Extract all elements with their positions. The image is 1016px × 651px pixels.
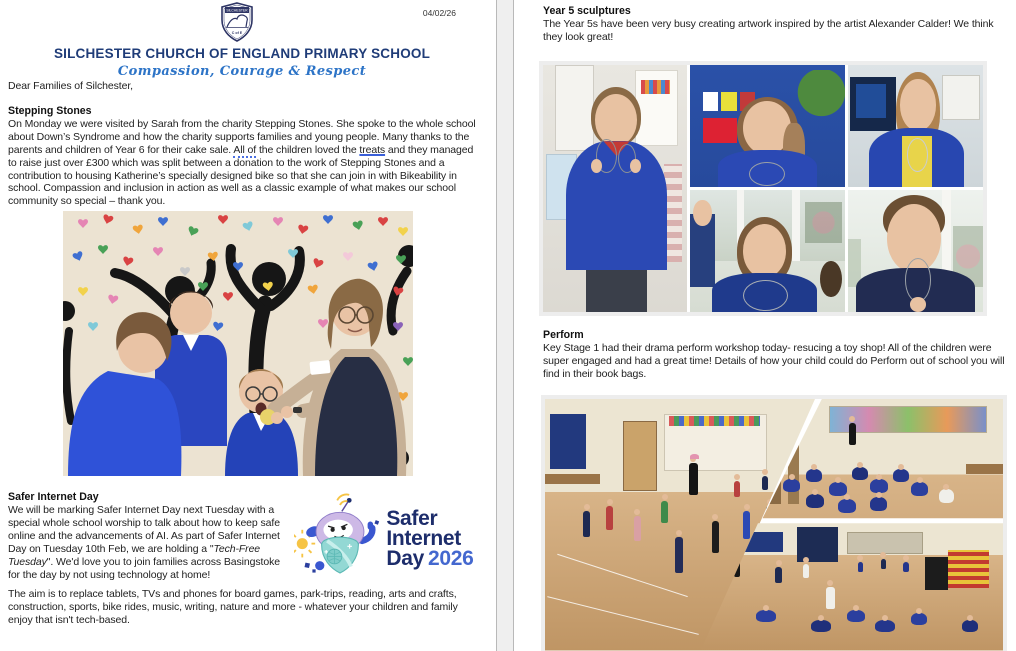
perform-heading: Perform (543, 328, 584, 341)
tech-free-tuesday-phrase: Tech-Free Tuesday (8, 542, 261, 568)
underlined-word: treats (359, 143, 386, 156)
collage-photo (848, 65, 983, 187)
page-1 (0, 0, 497, 651)
newsletter-date: 04/02/26 (422, 8, 456, 18)
collage-photo (690, 65, 844, 187)
year5-paragraph: The Year 5s have been very busy creating artwork inspired by the artist Alexander Calder! We think they look great! (543, 18, 994, 43)
tech-free-aim-paragraph: The aim is to replace tablets, TVs and phones for board games, park-trips, reading, arts and crafts, construction, sports, bike rides, music, writing, nature and more - whatever your children and family enjoy that isn't tech-based. (8, 588, 458, 627)
crest-cofe-label: C of E (231, 31, 243, 35)
greeting: Dear Families of Silchester, (8, 80, 133, 92)
text-segment: We will be marking Safer Internet Day next Tuesday with a special whole school worship to talk about how to keep safe online and the advancements of AI. As part of Safer Internet Day on Tuesday 10th Feb, we are holding a " (8, 504, 280, 555)
safer-internet-day-logo (294, 491, 476, 587)
text-segment: On Monday we were visited by Sarah from the charity Stepping Stones. She spoke to the whole school about Down’s Syndrome and how the charity supports families and young people. Many thanks to the parents and children of Year 6 for their cake sale. (8, 117, 476, 156)
sid-year: 2026 (427, 547, 474, 571)
safer-internet-day-heading: Safer Internet Day (8, 491, 99, 504)
page-title: SILCHESTER CHURCH OF ENGLAND PRIMARY SCHOOL (53, 46, 431, 61)
stepping-stones-photo (63, 211, 413, 476)
page-1-header (8, 0, 476, 44)
page-gutter (497, 0, 514, 651)
text-segment: the children loved the (256, 143, 360, 156)
school-motto: Compassion, Courage & Respect (117, 64, 367, 79)
stepping-stones-heading: Stepping Stones (8, 104, 92, 117)
collage-photo (848, 190, 983, 312)
crest-school-name: SILCHESTER (226, 8, 248, 13)
text-segment: ". We'd love you to join families across Basingstoke for the day by not using technology at home! (8, 555, 280, 581)
sid-word-safer: Safer (386, 507, 438, 531)
page-2 (514, 0, 1016, 651)
year5-heading: Year 5 sculptures (543, 5, 631, 17)
collage-photo (690, 190, 844, 312)
stepping-stones-paragraph (8, 118, 476, 208)
collage-photo (543, 65, 687, 312)
sid-word-internet: Internet (386, 527, 461, 551)
safer-internet-day-paragraph (8, 504, 292, 581)
sid-word-day: Day (386, 547, 424, 571)
text-segment: and they managed to raise just over £300 which was split between a donation to the work of Stepping Stones and a contribution to housing Katherine’s specially designed bike so that she can join in with Bikeability in school. Compassion and inclusion in action as well as a classic example of what makes our school community so special – thank you. (8, 143, 474, 208)
sid-wordmark (386, 509, 473, 569)
perform-paragraph: Key Stage 1 had their drama perform workshop today- resucing a toy shop! All of the children were super engaged and had a great time! Details of how your child could do Perform out of school you will find in their book bags. (543, 341, 1005, 380)
grammar-marked-phrase: All of (233, 143, 257, 156)
perform-photo-collage (541, 395, 1007, 651)
year5-photo-collage (539, 61, 987, 316)
safer-internet-day-section (8, 491, 476, 587)
school-crest-logo (217, 2, 257, 42)
sid-mascot-icon (294, 491, 386, 587)
